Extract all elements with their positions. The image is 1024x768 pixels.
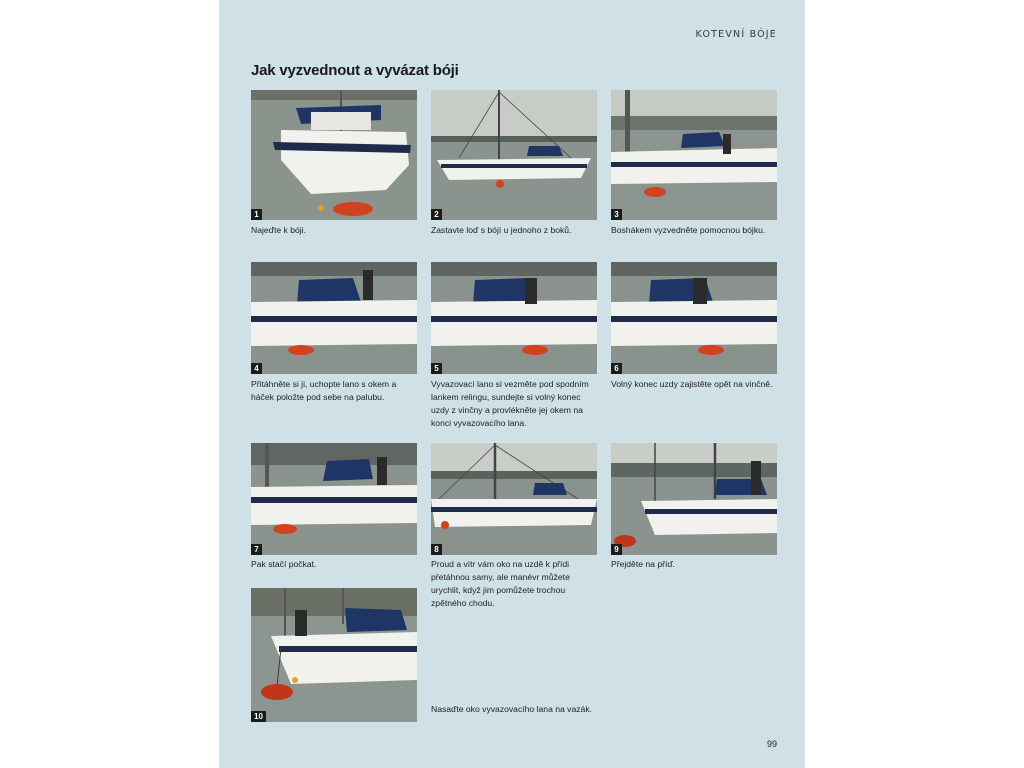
step-photo-5	[431, 262, 597, 374]
step-caption-3: Boshákem vyzvedněte pomocnou bójku.	[611, 225, 766, 235]
step-caption-7: Pak stačí počkat.	[251, 559, 317, 569]
step-caption-9: Přejděte na příď.	[611, 559, 676, 569]
book-page	[219, 0, 805, 768]
step-number-badge: 7	[251, 544, 262, 555]
boat-deck-image	[431, 262, 597, 374]
boat-mooring-line-image	[251, 588, 417, 722]
step-photo-4	[251, 262, 417, 374]
running-head: KOTEVNÍ BÓJE	[695, 29, 777, 40]
step-caption-1: Najeďte k bóji.	[251, 225, 306, 235]
step-number-badge: 3	[611, 209, 622, 220]
step-caption-2: Zastavte loď s bójí u jednoho z boků.	[431, 225, 572, 235]
boat-boathook-image	[611, 90, 777, 220]
step-number-badge: 9	[611, 544, 622, 555]
step-photo-6	[611, 262, 777, 374]
step-number-badge: 10	[251, 711, 266, 722]
step-photo-9	[611, 443, 777, 555]
boat-waiting-image	[251, 443, 417, 555]
step-caption-4: Přitáhněte si ji, uchopte lano s okem a háček položte pod sebe na palubu.	[251, 379, 397, 402]
step-number-badge: 6	[611, 363, 622, 374]
step-photo-1	[251, 90, 417, 220]
step-number-badge: 1	[251, 209, 262, 220]
boat-side-image	[431, 90, 597, 220]
boat-deck-image	[611, 262, 777, 374]
boat-deck-image	[251, 262, 417, 374]
step-number-badge: 4	[251, 363, 262, 374]
boat-reversing-image	[431, 443, 597, 555]
step-photo-3	[611, 90, 777, 220]
step-photo-2	[431, 90, 597, 220]
step-photo-7	[251, 443, 417, 555]
step-caption-5: Vyvazovací lano si vezměte pod spodním lankem relingu, sundejte si volný konec uzdy z vinčny a provlékněte jej okem na konci vyvazovacího lana.	[431, 379, 589, 428]
section-title: Jak vyzvednout a vyvázat bóji	[251, 62, 459, 79]
step-caption-8: Proud a vítr vám oko na uzdě k přídi přetáhnou samy, ale manévr můžete urychlit, když jim pomůžete trochou zpětného chodu.	[431, 559, 570, 608]
boat-bow-on-image	[251, 90, 417, 220]
step-photo-8	[431, 443, 597, 555]
boat-walking-to-bow-image	[611, 443, 777, 555]
step-number-badge: 5	[431, 363, 442, 374]
step-number-badge: 2	[431, 209, 442, 220]
step-number-badge: 8	[431, 544, 442, 555]
page-number: 99	[766, 739, 777, 749]
step-caption-6: Volný konec uzdy zajistěte opět na vinčně.	[611, 379, 773, 389]
step-caption-10: Nasaďte oko vyvazovacího lana na vazák.	[431, 704, 593, 714]
step-photo-10	[251, 588, 417, 722]
